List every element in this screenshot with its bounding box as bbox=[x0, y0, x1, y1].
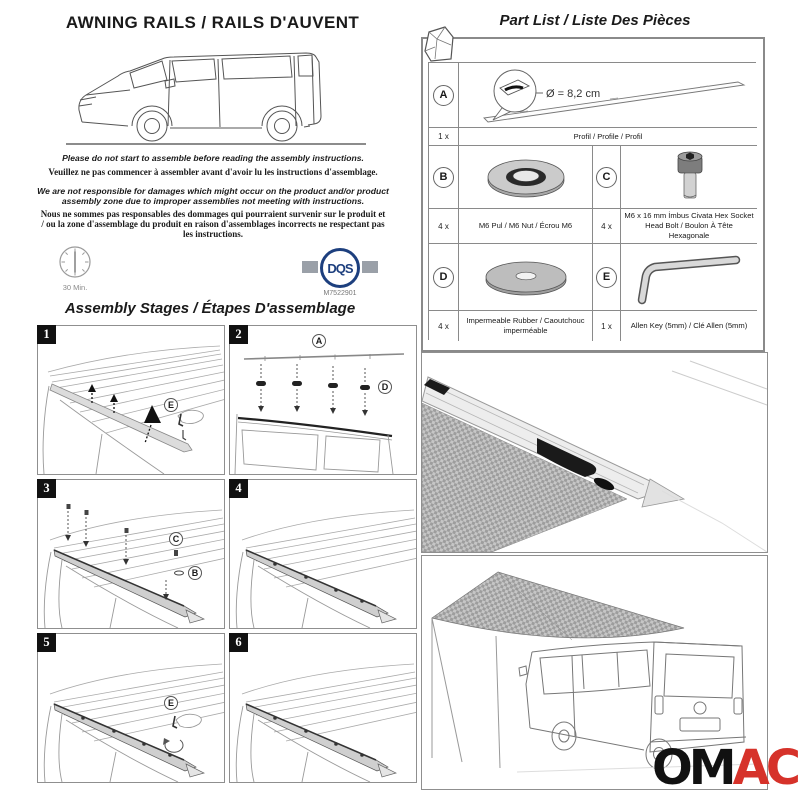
rubber-seal-drawing bbox=[460, 245, 592, 310]
part-list-title: Part List / Liste Des Pièces bbox=[499, 12, 691, 29]
rail-detail-illustration bbox=[422, 353, 767, 552]
clock-icon bbox=[56, 244, 94, 282]
dqs-cert-logo bbox=[300, 246, 380, 298]
part-a-image-cell bbox=[459, 63, 757, 128]
warning-en-responsibility: We are not responsible for damages which might occur on the product and/or product assembly zone due to improper assemblies not meeting with instructions. bbox=[37, 186, 389, 207]
callout-part-d: D bbox=[378, 380, 392, 394]
dqs-circle: DQS bbox=[320, 248, 360, 288]
part-e-name: Allen Key (5mm) / Clé Allen (5mm) bbox=[621, 311, 757, 341]
dqs-wing-right bbox=[362, 261, 378, 273]
stage-panel-3 bbox=[37, 479, 225, 629]
part-e-qty: 1 x bbox=[593, 311, 621, 341]
stage-number: 5 bbox=[37, 633, 56, 652]
callout-part-b: B bbox=[188, 566, 202, 580]
part-c-qty: 4 x bbox=[593, 209, 621, 244]
part-b-letter-cell bbox=[429, 146, 459, 209]
main-title: AWNING RAILS / RAILS D'AUVENT bbox=[65, 13, 360, 32]
part-b-qty: 4 x bbox=[429, 209, 459, 244]
part-b-letter: B bbox=[433, 167, 454, 188]
hardware-bag-icon bbox=[420, 25, 458, 65]
stage-number: 4 bbox=[229, 479, 248, 498]
part-c-name: M6 x 16 mm İmbus Civata Hex Socket Head Bolt / Boulon À Tête Hexagonale bbox=[621, 209, 757, 244]
part-c-letter-cell bbox=[593, 146, 621, 209]
hex-bolt-drawing bbox=[622, 147, 756, 208]
cert-code: M7522901 bbox=[323, 290, 357, 297]
stage-2-illustration bbox=[230, 326, 416, 474]
part-e-image-cell bbox=[621, 244, 757, 311]
profile-rail-drawing bbox=[460, 64, 756, 127]
stage-panel-4 bbox=[229, 479, 417, 629]
part-d-letter: D bbox=[433, 267, 454, 288]
assembly-stages-title: Assembly Stages / Étapes D'assemblage bbox=[64, 300, 356, 317]
omac-logo-red-part: AC bbox=[732, 740, 797, 796]
stage-panel-2 bbox=[229, 325, 417, 475]
warning-en-read: Please do not start to assemble before reading the assembly instructions. bbox=[62, 153, 364, 163]
omac-brand-logo bbox=[652, 740, 797, 796]
callout-part-e: E bbox=[164, 398, 178, 412]
part-d-letter-cell bbox=[429, 244, 459, 311]
stage-1-illustration bbox=[38, 326, 224, 474]
callout-part-e: E bbox=[164, 696, 178, 710]
stage-panel-1 bbox=[37, 325, 225, 475]
part-table bbox=[428, 62, 756, 340]
stage-number: 3 bbox=[37, 479, 56, 498]
part-c-image-cell bbox=[621, 146, 757, 209]
nut-washer-drawing bbox=[460, 147, 592, 208]
stage-number: 1 bbox=[37, 325, 56, 344]
part-d-name: Impermeable Rubber / Caoutchouc imperméable bbox=[459, 311, 593, 341]
allen-key-drawing bbox=[622, 245, 756, 310]
profile-diameter-label: Ø = 8,2 cm bbox=[546, 87, 601, 100]
stage-number: 6 bbox=[229, 633, 248, 652]
stage-6-illustration bbox=[230, 634, 416, 782]
duration-label: 30 Min. bbox=[62, 283, 88, 292]
omac-logo-black-part: OM bbox=[652, 740, 733, 796]
stage-panel-5 bbox=[37, 633, 225, 783]
rail-detail-box bbox=[421, 352, 768, 553]
stage-4-illustration bbox=[230, 480, 416, 628]
part-d-qty: 4 x bbox=[429, 311, 459, 341]
part-e-letter-cell bbox=[593, 244, 621, 311]
part-b-name: M6 Pul / M6 Nut / Écrou M6 bbox=[459, 209, 593, 244]
warning-fr-read: Veuillez ne pas commencer à assembler avant d'avoir lu les instructions d'assemblage. bbox=[48, 167, 378, 177]
part-a-qty: 1 x bbox=[429, 128, 459, 146]
callout-part-c: C bbox=[169, 532, 183, 546]
dqs-wing-left bbox=[302, 261, 318, 273]
part-a-letter-cell bbox=[429, 63, 459, 128]
part-a-letter: A bbox=[433, 85, 454, 106]
callout-part-a: A bbox=[312, 334, 326, 348]
part-a-name: Profil / Profile / Profil bbox=[459, 128, 757, 146]
part-b-image-cell bbox=[459, 146, 593, 209]
stage-number: 2 bbox=[229, 325, 248, 344]
stage-panel-6 bbox=[229, 633, 417, 783]
stage-5-illustration bbox=[38, 634, 224, 782]
warning-fr-responsibility: Nous ne sommes pas responsables des dommages qui pourraient survenir sur le produit et / ou la zone d'assemblage du produit en raison d'assemblages incorrects ne respectant pas les instructions. bbox=[40, 209, 386, 239]
part-c-letter: C bbox=[596, 167, 617, 188]
part-d-image-cell bbox=[459, 244, 593, 311]
van-side-illustration bbox=[66, 38, 366, 148]
part-e-letter: E bbox=[596, 267, 617, 288]
stage-3-illustration bbox=[38, 480, 224, 628]
